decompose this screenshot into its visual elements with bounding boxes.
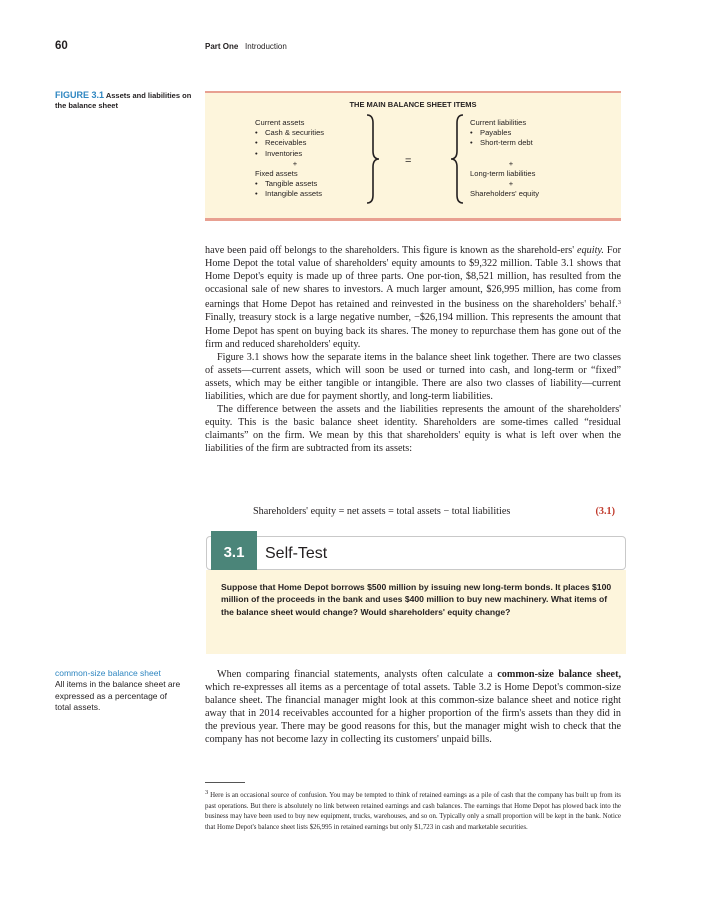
equals-sign: = [405,155,412,167]
current-liabilities-heading: Current liabilities [470,118,527,127]
page-number: 60 [55,40,68,52]
key-term: common-size balance sheet, [497,669,622,680]
emphasis-equity: equity. [577,245,604,256]
figure-number: FIGURE 3.1 [55,90,105,100]
running-head [205,42,287,51]
paragraph: When comparing financial statements, analysts often calculate a common-size balance sheet, which re-expresses all items as a percentage of total assets. Table 3.2 is Home Depot's common-size balance sheet. The financial manager might look at this common-size balance sheet and notice right away that in 2014 receivables accounted for a higher proportion of the firm's assets than they did in the previous year. There may be good reasons for this, but the manager might wish to check that the company has not become lazy in collecting its customers' unpaid bills. [205,669,622,746]
liability-item: • Short-term debt [470,138,590,148]
asset-item: • Tangible assets [255,179,375,189]
figure-caption-text: Assets and liabilities on the balance sheet [55,91,192,110]
equation-number: (3.1) [595,506,615,517]
paragraph: Figure 3.1 shows how the separate items in the balance sheet link together. There are two classes of assets—current assets, which will soon be used or turned into cash, and long-term or “fixed” assets, which may be either tangible or intangible. There are also two classes of liability—current liabilities, which are due for payment shortly, and long-term liabilities. [205,351,621,403]
left-brace-icon [449,113,465,205]
paragraph: The difference between the assets and the liabilities represents the amount of the shareholders' equity. This is the basic balance sheet identity. Shareholders are some-times called “residual claimants” on the firm. We mean by this that shareholders' equity is what is left over when the liabilities of the firm are subtracted from its assets: [205,404,621,455]
figure-title: THE MAIN BALANCE SHEET ITEMS [349,100,477,109]
asset-item: • Inventories [255,149,375,159]
plus-sign: + [508,158,514,168]
part-title: Introduction [245,42,287,51]
footnote-marker: 3 [617,299,621,307]
self-test-title: Self-Test [265,545,328,562]
plus-sign: + [508,179,514,189]
figure-top-rule [205,91,621,93]
self-test-header [206,536,626,570]
paragraph: have been paid off belongs to the shareholders. This figure is known as the sharehold-ers' equity. For Home Depot the total value of shareholders' equity amounts to $9,322 million. Table 3.1 shows that Home Depot's equity is made up of three parts. One por-tion, $8,521 million, has resulted from the occasional sale of new shares to investors. A much larger amount, $26,995 million, has come from earnings that Home Depot has retained and reinvested in the business on the shareholders' behalf.$^3$ Finally, treasury stock is a large negative number, −$26,194 million. This represents the amount that Home Depot has spent on buying back its shares. The money to repurchase them has gone out of the firm and reduced shareholders' equity. [205,245,621,350]
equation-expression: Shareholders' equity = net assets = total assets − total liabilities [253,506,511,517]
asset-item: • Intangible assets [255,189,375,199]
shareholders-equity-heading: Shareholders' equity [470,189,539,199]
fixed-assets-heading: Fixed assets [255,169,298,179]
footnote-number: 3 [205,789,209,796]
footnote-rule [205,782,245,783]
self-test-question: Suppose that Home Depot borrows $500 million by issuing new long-term bonds. It places $100 million of the proceeds in the bank and uses $400 million to buy new machinery. What items of the balance sheet would change? Would shareholders' equity change? [221,582,612,617]
long-term-liabilities-heading: Long-term liabilities [470,169,536,179]
right-brace-icon [365,113,381,205]
self-test-box [206,536,626,654]
asset-item: • Receivables [255,138,375,148]
equation-3-1 [205,506,621,520]
assets-column [255,118,375,200]
margin-note [55,668,185,714]
balance-sheet-figure [205,91,621,221]
margin-definition: All items in the balance sheet are expressed as a percentage of total assets. [55,679,181,713]
body-text-upper [205,244,621,456]
asset-item: • Cash & securities [255,128,375,138]
liabilities-column [470,118,590,200]
plus-sign: + [292,158,298,168]
footnote [205,788,621,833]
self-test-badge: 3.1 [211,531,257,575]
part-label: Part One [205,42,239,51]
current-assets-heading: Current assets [255,118,305,127]
margin-term: common-size balance sheet [55,668,161,678]
figure-caption [55,90,195,111]
body-text-lower [205,668,621,747]
self-test-body [206,570,626,654]
figure-bottom-rule [205,218,621,221]
footnote-text: Here is an occasional source of confusion. You may be tempted to think of retained earnings as a pile of cash that the company has built up from its past operations. But there is absolutely no link between retained earnings and cash balances. The earnings that Home Depot has plowed back into the business may have been used to buy new equipment, trucks, warehouses, and so on. Typically only a small proportion will be kept in the bank. Notice that Home Depot's balance sheet lists $26,995 in retained earnings but only $1,723 in cash and marketable securities. [205,792,621,831]
liability-item: • Payables [470,128,590,138]
